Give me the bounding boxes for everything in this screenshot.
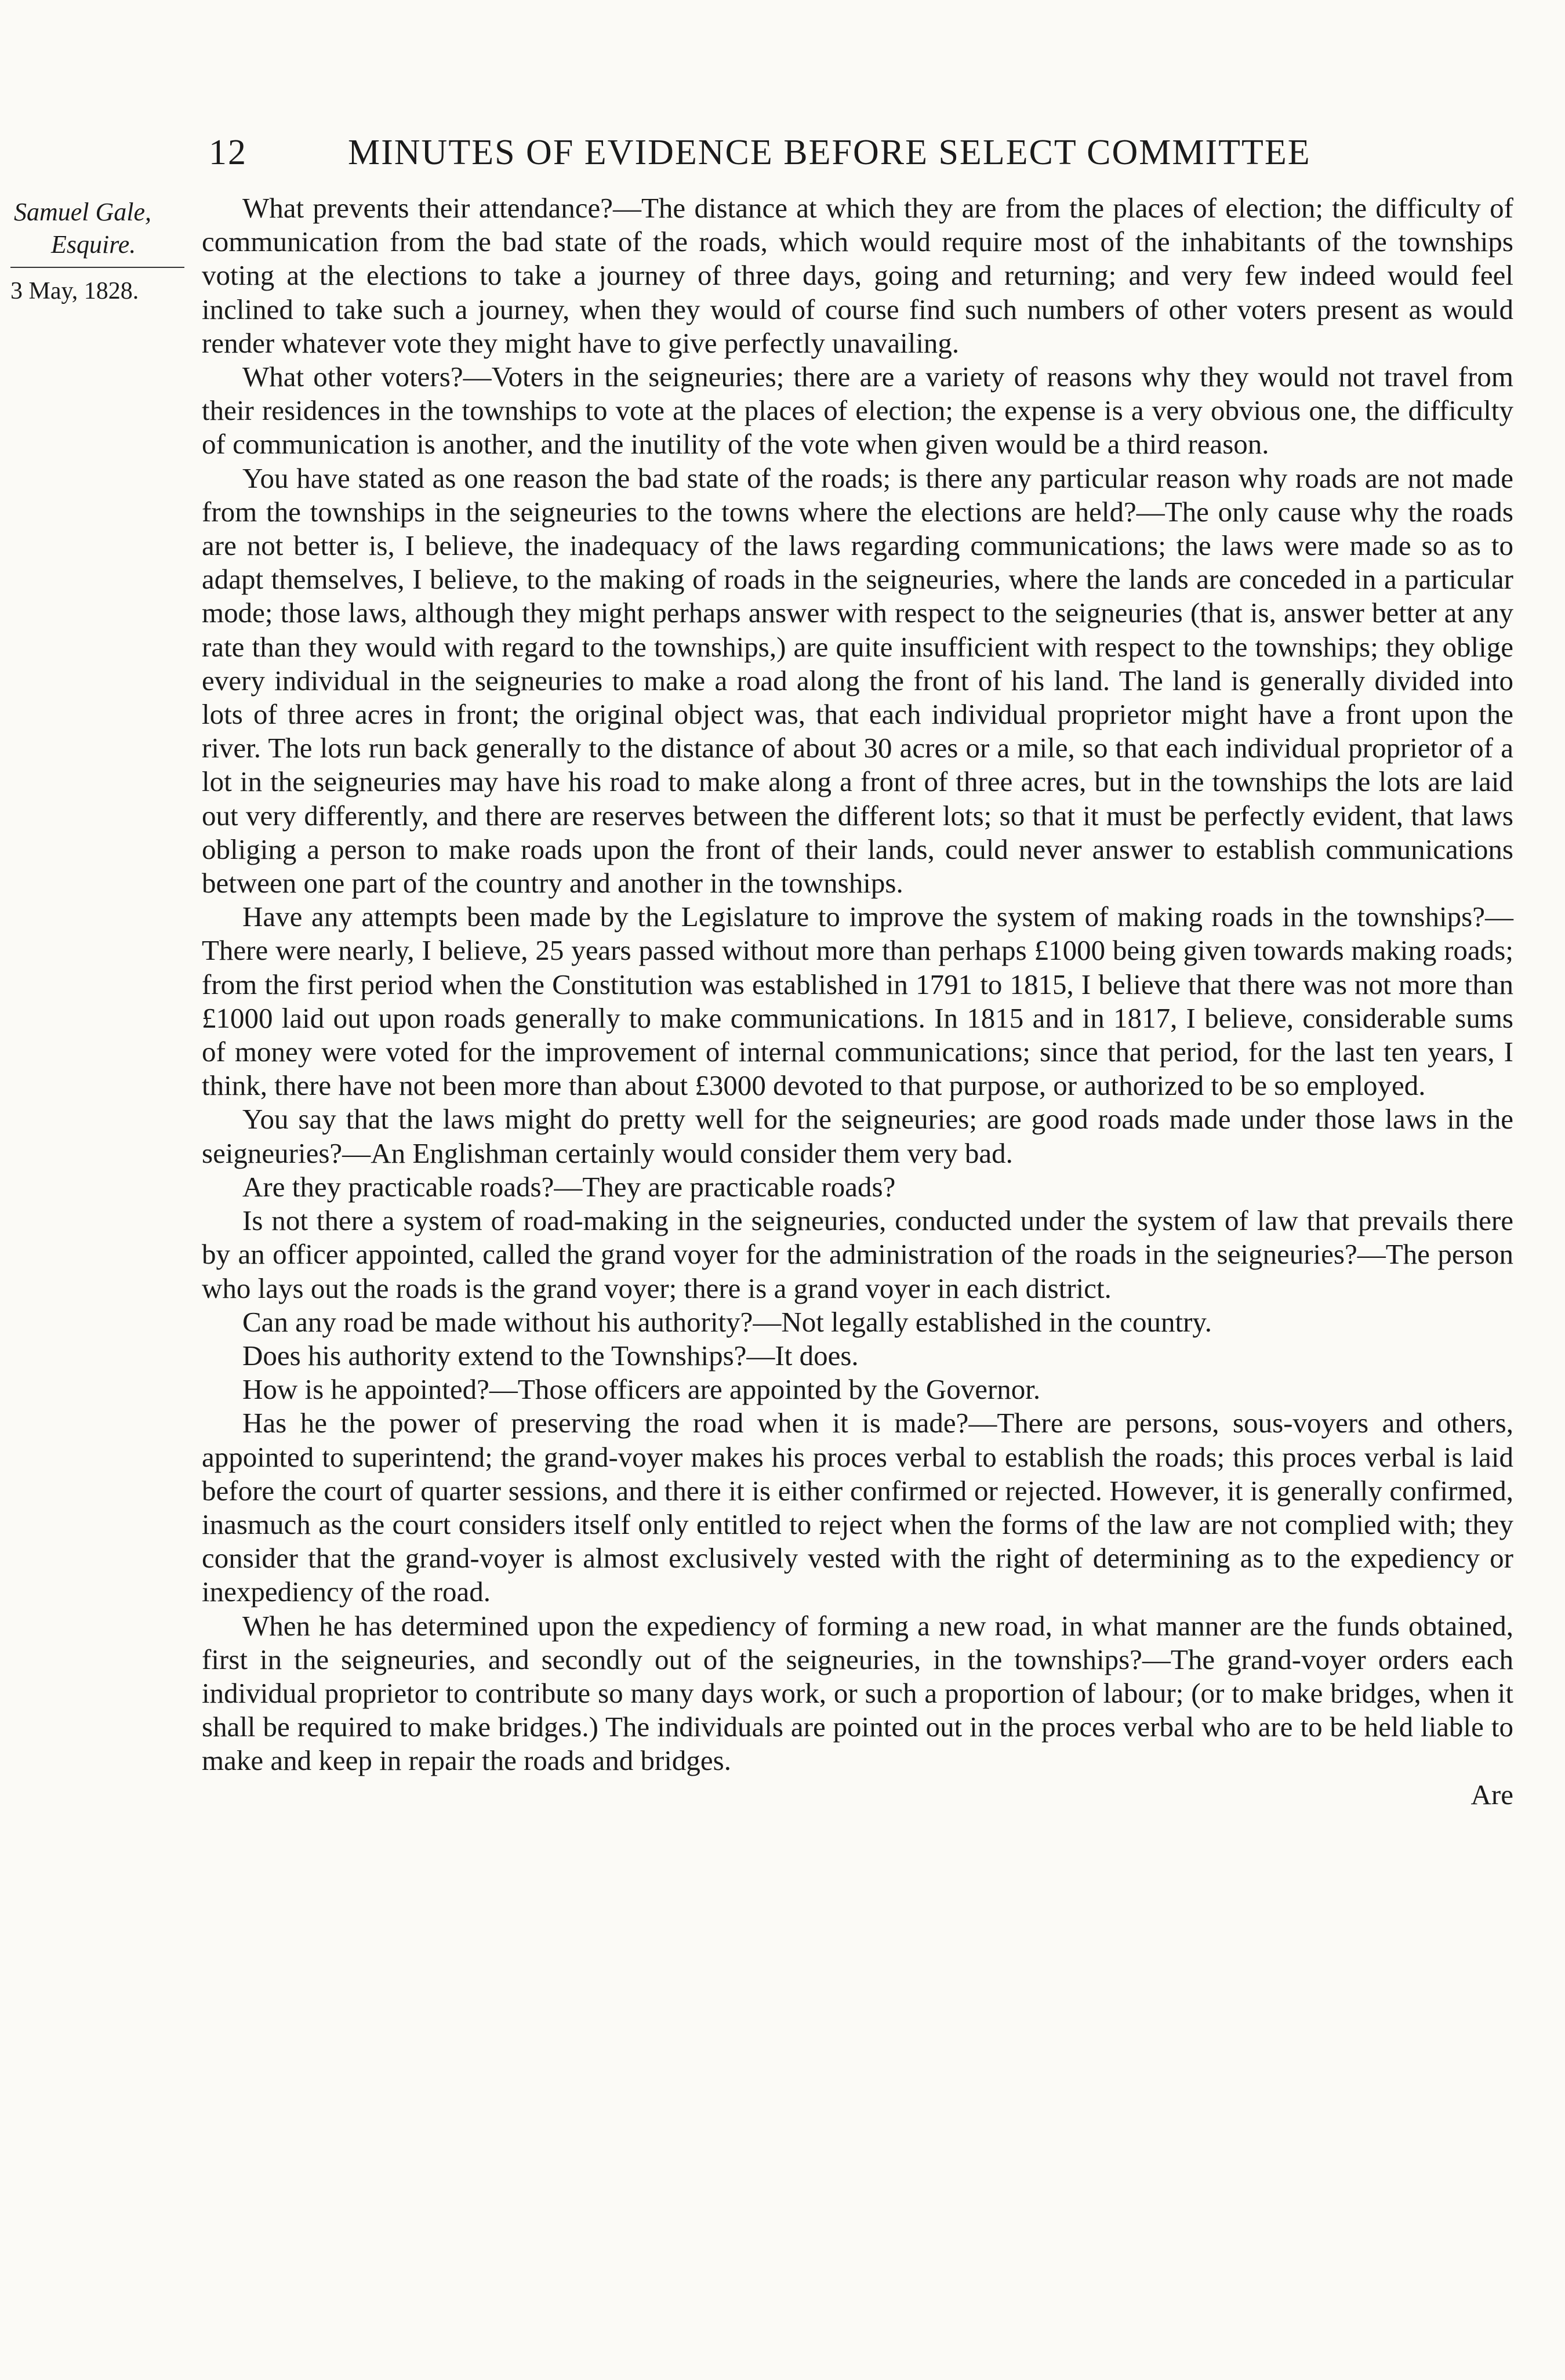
witness-date: 3 May, 1828. [10, 278, 139, 304]
paragraph-5: You say that the laws might do pretty well for the seigneuries; are good roads made under those laws in the seigneuries?—An Englishman certainly would consider them very bad. [202, 1103, 1513, 1169]
witness-title: Esquire. [51, 230, 136, 259]
paragraph-10: How is he appointed?—Those officers are appointed by the Governor. [242, 1373, 1041, 1406]
paragraph-6: Are they practicable roads?—They are practicable roads? [242, 1170, 896, 1203]
margin-rule [10, 267, 184, 268]
paragraph-2: What other voters?—Voters in the seigneuries; there are a variety of reasons why they would not travel from their residences in the townships to vote at the places of election; the expense is a very obvious one, the difficulty of communication is another, and the inutility of the vote when given would be a third reason. [202, 361, 1513, 460]
paragraph-9: Does his authority extend to the Townships?—It does. [242, 1339, 859, 1372]
page-header [209, 132, 1397, 184]
paragraph-4: Have any attempts been made by the Legislature to improve the system of making roads in the townships?—There were nearly, I believe, 25 years passed without more than perhaps £1000 being given towards making roads; from the first period when the Constitution was established in 1791 to 1815, I believe that there was not more than £1000 laid out upon roads generally to make communications. In 1815 and in 1817, I believe, considerable sums of money were voted for the improvement of internal communications; since that period, for the last ten years, I think, there have not been more than about £3000 devoted to that purpose, or authorized to be so employed. [202, 901, 1513, 1102]
paragraph-7: Is not there a system of road-making in the seigneuries, conducted under the system of law that prevails there by an officer appointed, called the grand voyer for the administration of the roads in the seigneuries?—The person who lays out the roads is the grand voyer; there is a grand voyer in each district. [202, 1204, 1513, 1304]
witness-name: Samuel Gale, [14, 198, 152, 226]
paragraph-12: When he has determined upon the expediency of forming a new road, in what manner are the funds obtained, first in the seigneuries, and secondly out of the seigneuries, in the townships?—The grand-voyer orders each individual proprietor to contribute so many days work, or such a proportion of labour; (or to make bridges, when it shall be required to make bridges.) The individuals are pointed out in the proces verbal who are to be held liable to make and keep in repair the roads and bridges. [202, 1609, 1513, 1777]
margin-note [10, 196, 190, 307]
running-title: MINUTES OF EVIDENCE BEFORE SELECT COMMITTEE [348, 133, 1311, 172]
page-number: 12 [209, 133, 247, 172]
catchword: Are [1470, 1778, 1513, 1811]
body-text [202, 191, 1513, 1812]
paragraph-8: Can any road be made without his authority?—Not legally established in the country. [242, 1305, 1212, 1338]
paragraph-3: You have stated as one reason the bad state of the roads; is there any particular reason why roads are not made from the townships in the seigneuries to the towns where the elections are held?—The only cause why the roads are not better is, I believe, the inadequacy of the laws regarding communications; the laws were made so as to adapt themselves, I believe, to the making of roads in the seigneuries, where the lands are conceded in a particular mode; those laws, although they might perhaps answer with respect to the seigneuries (that is, answer better at any rate than they would with regard to the townships,) are quite insufficient with respect to the townships; they oblige every individual in the seigneuries to make a road along the front of his land. The land is generally divided into lots of three acres in front; the original object was, that each individual proprietor might have a front upon the river. The lots run back generally to the distance of about 30 acres or a mile, so that each individual proprietor of a lot in the seigneuries may have his road to make along a front of three acres, but in the townships the lots are laid out very differently, and there are reserves between the different lots; so that it must be perfectly evident, that laws obliging a person to make roads upon the front of their lands, could never answer to establish communications between one part of the country and another in the townships. [202, 462, 1513, 899]
paragraph-11: Has he the power of preserving the road when it is made?—There are persons, sous-voyers and others, appointed to superintend; the grand-voyer makes his proces verbal to establish the roads; this proces verbal is laid before the court of quarter sessions, and there it is either confirmed or rejected. However, it is generally confirmed, inasmuch as the court considers itself only entitled to reject when the forms of the law are not complied with; they consider that the grand-voyer is almost exclusively vested with the right of determining as to the expediency or inexpediency of the road. [202, 1407, 1513, 1608]
paragraph-1: What prevents their attendance?—The distance at which they are from the places of election; the difficulty of communication from the bad state of the roads, which would require most of the inhabitants of the townships voting at the elections to take a journey of three days, going and returning; and very few indeed would feel inclined to take such a journey, when they would of course find such numbers of other voters present as would render whatever vote they might have to give perfectly unavailing. [202, 192, 1513, 359]
